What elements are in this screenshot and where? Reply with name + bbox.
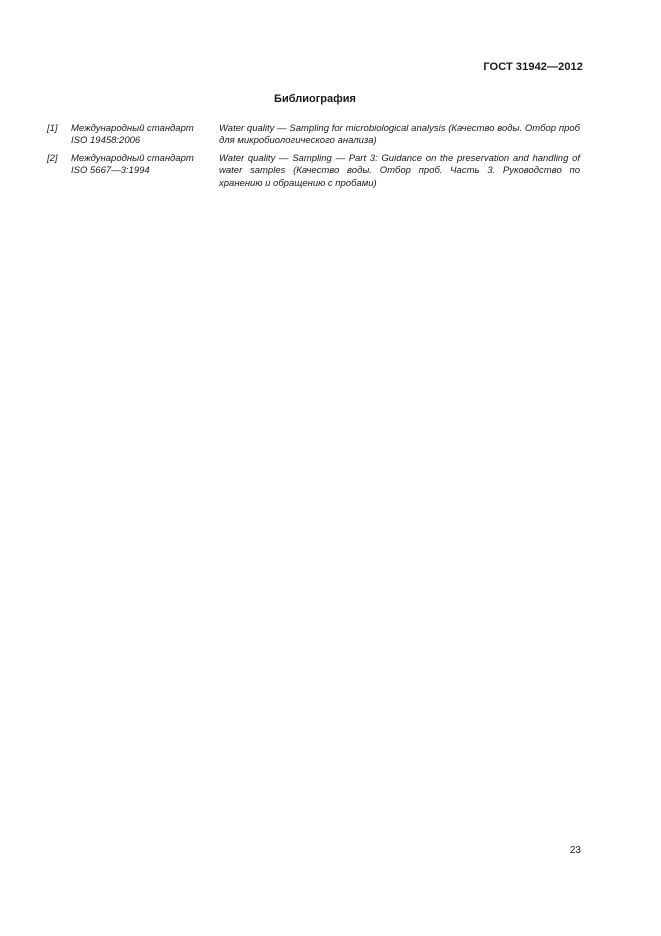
- document-code: ГОСТ 31942—2012: [483, 61, 583, 73]
- entry-ref-type: Международный стандарт: [71, 123, 194, 134]
- bibliography-list: [47, 123, 580, 195]
- entry-number: [1]: [47, 123, 58, 134]
- section-title: Библиография: [274, 93, 356, 105]
- entry-ref-type: Международный стандарт: [71, 152, 194, 164]
- bibliography-entry: [47, 153, 580, 190]
- entry-number: [2]: [47, 152, 58, 164]
- bibliography-entry: [47, 123, 580, 148]
- entry-description: Water quality — Sampling for microbiological analysis (Качество воды. Отбор проб для микробиологического анализа): [219, 123, 580, 147]
- entry-reference: [71, 123, 219, 148]
- entry-description: Water quality — Sampling — Part 3: Guidance on the preservation and handling of water samples (Качество воды. Отбор проб. Часть 3. Руководство по хранению и обращению с пробами): [219, 152, 580, 189]
- entry-ref-id: ISO 5667—3:1994: [71, 165, 150, 177]
- entry-reference: [71, 153, 219, 190]
- page-number: 23: [569, 845, 581, 856]
- entry-ref-id: ISO 19458:2006: [71, 135, 141, 147]
